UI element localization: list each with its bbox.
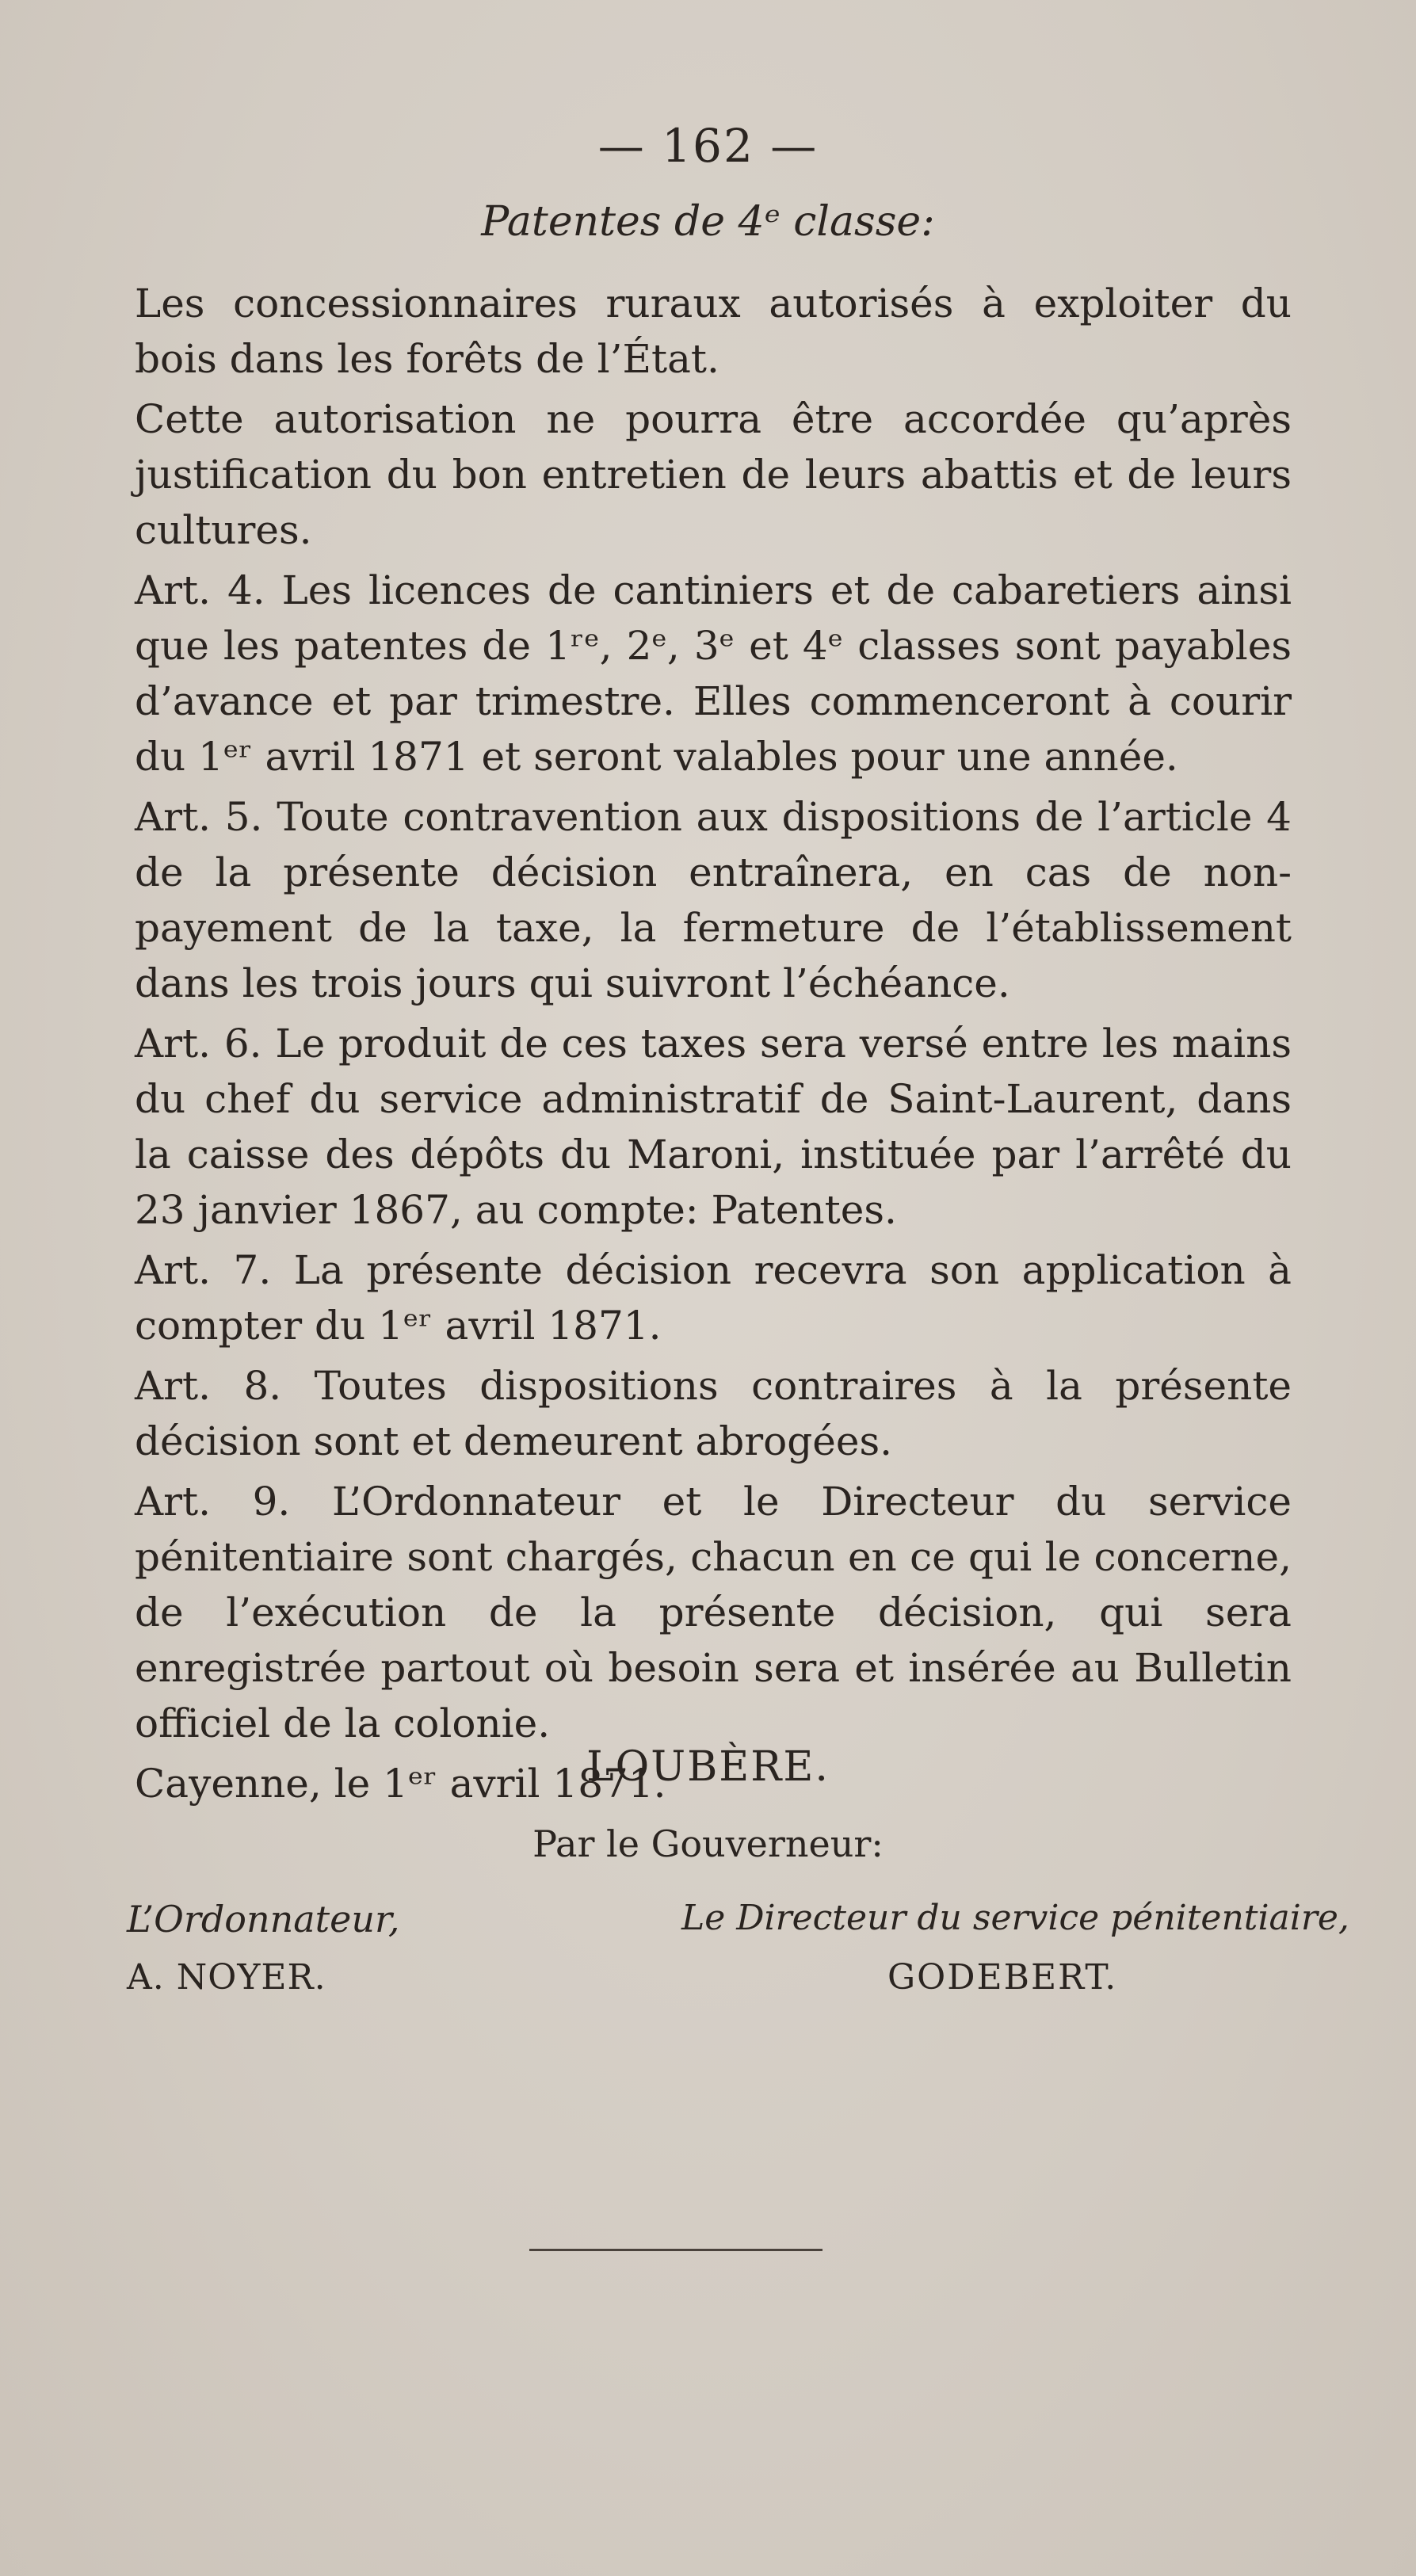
paragraph: Art. 9. L’Ordonnateur et le Directeur du service pénitentiaire sont chargés, chacun en ce qui le concerne, de l’exécution de la présente décision, qui sera enregistrée partout où besoin sera et insérée au Bulletin officiel de la colonie.: [135, 1479, 1292, 1746]
paragraph: Les concessionnaires ruraux autorisés à exploiter du bois dans les forêts de l’État.: [135, 280, 1292, 382]
page-number: — 162 —: [597, 119, 819, 173]
directeur-name: GODEBERT.: [887, 1957, 1118, 1998]
paragraph: Cette autorisation ne pourra être accordée qu’après justification du bon entretien de leurs abattis et de leurs cultures.: [135, 396, 1292, 553]
body-text: [135, 276, 1292, 1811]
date-line: Cayenne, le 1ᵉʳ avril 1871.: [135, 1761, 666, 1807]
paragraph: Art. 8. Toutes dispositions contraires à la présente décision sont et demeurent abrogées.: [135, 1363, 1292, 1464]
ordonnateur-name: A. NOYER.: [127, 1957, 326, 1998]
paragraph: Art. 7. La présente décision recevra son application à compter du 1ᵉʳ avril 1871.: [135, 1247, 1292, 1349]
paragraph: Art. 4. Les licences de cantiniers et de cabaretiers ainsi que les patentes de 1ʳᵉ, 2ᵉ, 3ᵉ et 4ᵉ classes sont payables d’avance et par trimestre. Elles commenceront à courir du 1ᵉʳ avril 1871 et seront valables pour une année.: [135, 567, 1292, 780]
section-heading: Patentes de 4ᵉ classe:: [481, 198, 935, 246]
paragraph: Art. 6. Le produit de ces taxes sera versé entre les mains du chef du service administratif de Saint-Laurent, dans la caisse des dépôts du Maroni, instituée par l’arrêté du 23 janvier 1867, au compte: Patentes.: [135, 1021, 1292, 1233]
governor-signature: LOUBÈRE.: [586, 1743, 830, 1791]
directeur-title: Le Directeur du service pénitentiaire,: [681, 1898, 1349, 1938]
end-rule: [529, 2249, 823, 2251]
ordonnateur-title: L’Ordonnateur,: [127, 1898, 400, 1941]
paragraph: Art. 5. Toute contravention aux dispositions de l’article 4 de la présente décision entraînera, en cas de non-payement de la taxe, la fermeture de l’établissement dans les trois jours qui suivront l’échéance.: [135, 794, 1292, 1006]
par-le-gouverneur: Par le Gouverneur:: [532, 1822, 884, 1865]
